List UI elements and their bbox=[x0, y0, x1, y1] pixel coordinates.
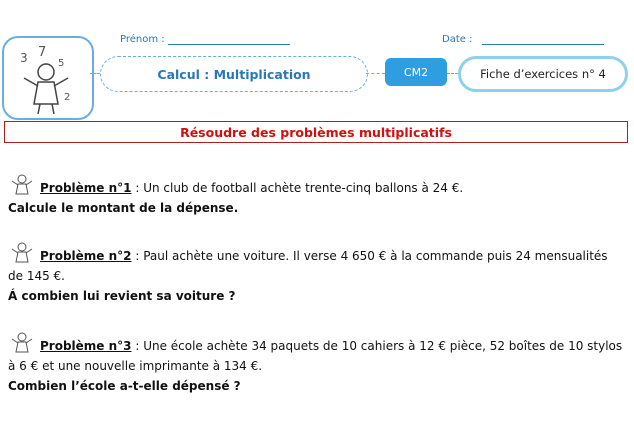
problem-question: Calcule le montant de la dépense. bbox=[8, 201, 239, 215]
connector-left bbox=[90, 73, 100, 74]
problem-mascot-icon bbox=[8, 170, 36, 198]
level-badge: CM2 bbox=[385, 58, 447, 86]
date-field[interactable] bbox=[482, 44, 604, 45]
mascot-logo bbox=[2, 36, 94, 120]
problem-1 bbox=[8, 170, 626, 218]
svg-text:7: 7 bbox=[38, 45, 47, 60]
date-label: Date : bbox=[442, 34, 473, 45]
prenom-field[interactable] bbox=[168, 44, 290, 45]
problem-mascot-icon bbox=[8, 328, 36, 356]
problem-text: : Un club de football achète trente-cinq ballons à 24 €. bbox=[131, 181, 464, 195]
problem-title: Problème n°3 bbox=[40, 339, 132, 353]
svg-text:3: 3 bbox=[20, 51, 28, 65]
connector-mid bbox=[366, 73, 385, 74]
problem-mascot-icon bbox=[8, 238, 36, 266]
problem-text: : Paul achète une voiture. Il verse 4 650 € à la commande puis 24 mensualités de 145 €. bbox=[8, 249, 608, 283]
section-banner: Résoudre des problèmes multiplicatifs bbox=[4, 121, 628, 143]
problem-title: Problème n°1 bbox=[40, 181, 132, 195]
problem-question: Combien l’école a-t-elle dépensé ? bbox=[8, 379, 241, 393]
page-title: Calcul : Multiplication bbox=[100, 56, 368, 92]
connector-right bbox=[447, 73, 458, 74]
problem-question: Á combien lui revient sa voiture ? bbox=[8, 289, 236, 303]
prenom-label: Prénom : bbox=[120, 34, 165, 45]
svg-text:5: 5 bbox=[58, 58, 65, 69]
problem-title: Problème n°2 bbox=[40, 249, 132, 263]
sheet-badge: Fiche d’exercices n° 4 bbox=[458, 56, 628, 92]
problem-text: : Une école achète 34 paquets de 10 cahiers à 12 € pièce, 52 boîtes de 10 stylos à 6 € et une nouvelle imprimante à 134 €. bbox=[8, 339, 623, 373]
svg-text:2: 2 bbox=[64, 92, 71, 103]
problem-3 bbox=[8, 328, 626, 396]
problem-2 bbox=[8, 238, 626, 306]
